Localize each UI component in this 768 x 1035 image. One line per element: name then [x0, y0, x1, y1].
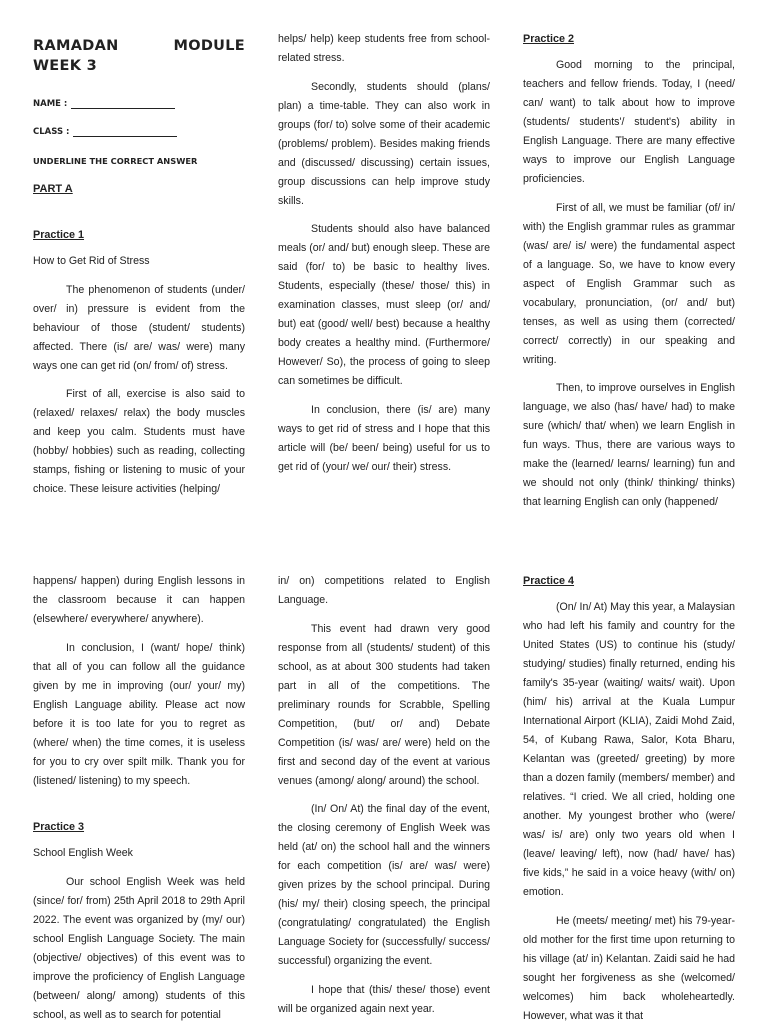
name-label: NAME : [33, 99, 68, 109]
practice-2-paragraph-3-cont: happens/ happen) during English lessons in the classroom because it can happen (elsewhere/ everywhere/ anywhere). [33, 575, 245, 625]
practice-1-paragraph-2: First of all, exercise is also said to (relaxed/ relaxes/ relax) the body muscles and keep you calm. Students must have (hobby/ hobbies) such as reading, collecting stamps, fishing or listening to music of your choice. These leisure activities (helping/ [33, 388, 245, 495]
practice-4-paragraph-2: He (meets/ meeting/ met) his 79-year-old mother for the first time upon returning to his village (at/ in) Kelantan. Zaidi said he had sought her forgiveness as she (welcomed/ welcomes) him back wholeheartedly. However, what was it that [523, 914, 735, 1022]
practice-1-heading: Practice 1 [33, 229, 85, 241]
practice-2-paragraph-3: Then, to improve ourselves in English language, we also (has/ have/ had) to make sure (which/ that/ when) we learn English in fun ways. Thus, there are various ways to make the (learned/ learns/ learning) fun and we should not only (think/ thinking/ thinks) that learning English can only (happened/ [523, 382, 735, 508]
module-title: RAMADAN MODULE WEEK 3 [33, 38, 245, 74]
bottom-column-3 [523, 572, 735, 1035]
class-underline [73, 135, 177, 137]
practice-2-paragraph-1: Good morning to the principal, teachers and fellow friends. Today, I (need/ can/ want) to talk about how to improve (students/ students'/ student's) ability in English Language. There are many effective ways to improve our English Language proficiencies. [523, 59, 735, 185]
practice-3-subtitle: School English Week [33, 847, 133, 859]
bottom-column-1 [33, 572, 245, 1034]
practice-4-paragraph-1: (On/ In/ At) May this year, a Malaysian who had left his family and country for the United States (US) to continue his (study/ studying/ studies) finally returned, ending his family's 35-year (waiting/ waits/ wait). Upon (him/ his) arrival at the Kuala Lumpur International Airport (KLIA), Zaidi Mohd Zaid, 54, of Kubang Rawa, Salor, Kota Bharu, Kelantan was (greeted/ greeting) by more than a dozen family (members/ member) and relatives. “I cried. We all cried, holding one another. My youngest brother who (were/ was/ is/ are) only two years old when I (leave/ leaving/ left), now (had/ have/ has) five kids,” he said in a voice heavy (with/ on) emotion. [523, 601, 735, 898]
practice-4-heading: Practice 4 [523, 575, 575, 587]
practice-1-paragraph-4: Students should also have balanced meals (or/ and/ but) enough sleep. These are said (for/ to) be basic to healthy lives. Students, especially (these/ those/ this) in examination classes, must sleep (or/ and/ but) eat (good/ well/ best) because a healthy body creates a healthy mind. (Furthermore/ However/ So), the process of going to sleep can sometimes be difficult. [278, 223, 490, 387]
instruction-text: UNDERLINE THE CORRECT ANSWER [33, 156, 198, 166]
top-column-2 [278, 30, 490, 486]
practice-3-paragraph-1-cont: in/ on) competitions related to English Language. [278, 575, 490, 606]
practice-2-paragraph-4: In conclusion, I (want/ hope/ think) that all of you can follow all the guidance given by me in improving (our/ your/ my) English Language ability. Please act now before it is too late for you to regret as (where/ when) the time comes, it is useless for you to cry over spilt milk. Thank you for (listened/ listening) to my speech. [33, 641, 245, 787]
top-column-1 [33, 34, 245, 509]
name-underline [71, 107, 175, 109]
practice-3-heading: Practice 3 [33, 821, 85, 833]
practice-1-paragraph-5: In conclusion, there (is/ are) many ways to get rid of stress and I hope that this article will (be/ been/ being) useful for us to get rid of (your/ we/ our/ their) stress. [278, 403, 490, 473]
practice-1-subtitle: How to Get Rid of Stress [33, 255, 150, 267]
bottom-column-2 [278, 572, 490, 1028]
practice-1-paragraph-3: Secondly, students should (plans/ plan) a time-table. They can also work in groups (for/ to) solve some of their academic (problems/ problem). Besides making friends and (discussed/ discussing) certain issues, group discussions can help improve study skills. [278, 80, 490, 207]
part-heading: PART A [33, 183, 73, 195]
practice-1-paragraph-1: The phenomenon of students (under/ over/ in) pressure is evident from the behaviour of those (student/ students) affected. There (is/ are/ was/ were) many ways one can get rid (on/ from/ of) stress. [33, 283, 245, 372]
top-column-3 [523, 30, 735, 522]
class-label: CLASS : [33, 127, 70, 137]
practice-2-paragraph-2: First of all, we must be familiar (of/ in/ with) the English grammar rules as grammar (was/ are/ is/ were) the fundamental aspect of a language. So, we have to know every aspect of English Grammar such as vocabulary, pronunciation, (or/ and/ but) tenses, as well as using them (corrected/ correct/ correctly) in our speaking and writing. [523, 201, 735, 366]
practice-2-heading: Practice 2 [523, 33, 575, 45]
class-field[interactable] [33, 118, 245, 146]
practice-3-paragraph-1: Our school English Week was held (since/ for/ from) 25th April 2018 to 29th April 2022. The event was organized by (my/ our) school English Language Society. The main (objective/ objectives) of this event was to improve the proficiency of English Language (between/ along/ among) students of this school, as well as to search for potential [33, 875, 245, 1021]
practice-1-paragraph-2-cont: helps/ help) keep students free from school-related stress. [278, 33, 490, 64]
practice-3-paragraph-4: I hope that (this/ these/ those) event will be organized again next year. [278, 983, 490, 1015]
practice-3-paragraph-3: (In/ On/ At) the final day of the event, the closing ceremony of English Week was held (at/ on) the school hall and the winners for each competition (is/ are/ was/ were) given prizes by the school principal. During (his/ my/ their) closing speech, the principal (congratulating/ congratulated) the English Language Society for (successfully/ success/ successful) organizing the event. [278, 803, 490, 967]
practice-3-paragraph-2: This event had drawn very good response from all (students/ student) of this school, as at about 300 students had taken part in all of the competitions. The preliminary rounds for Scrabble, Spelling Competition, (but/ or/ and) Debate Competition (is/ was/ are/ were) held on the first and second day of the event at various venues (among/ along/ around) the school. [278, 622, 490, 787]
name-field[interactable] [33, 90, 245, 118]
